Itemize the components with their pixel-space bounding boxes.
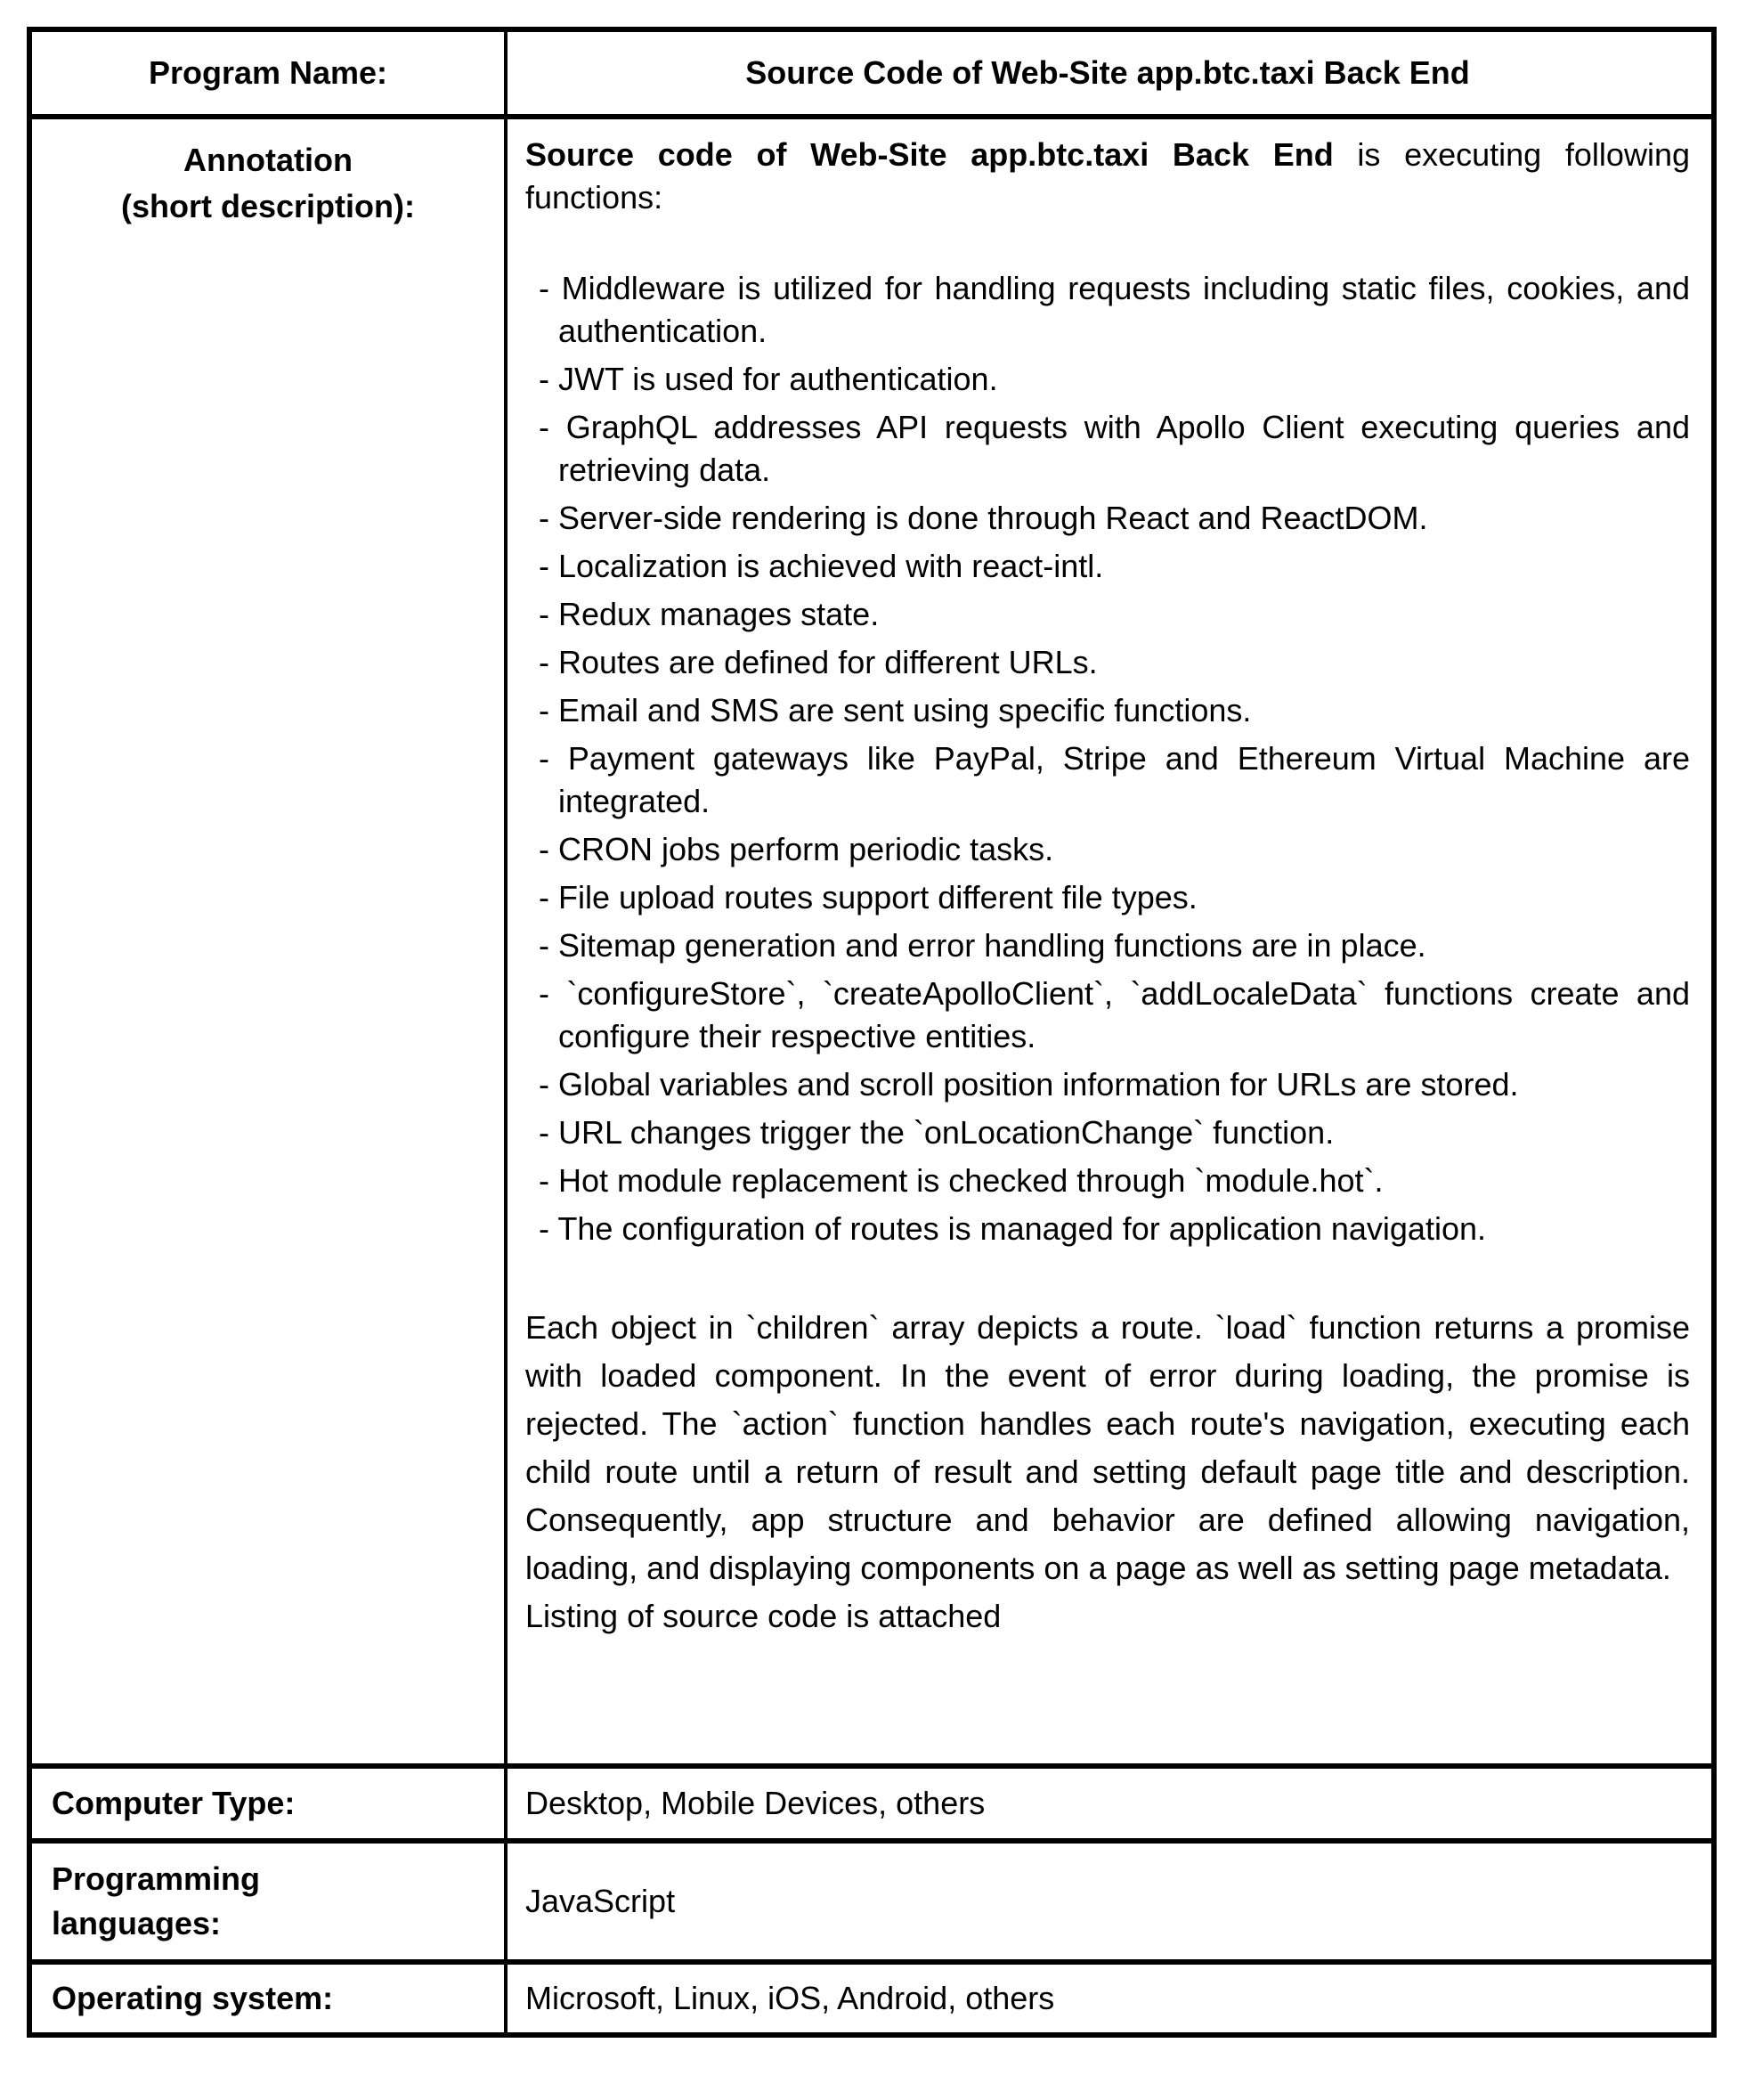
bullet-item: - Hot module replacement is checked through `module.hot`. (539, 1162, 1384, 1199)
programming-languages-label (29, 1841, 506, 1962)
bullet-item: - CRON jobs perform periodic tasks. (539, 831, 1054, 867)
program-name-value: Source Code of Web-Site app.btc.taxi Back End (506, 29, 1714, 117)
bullet-item: - The configuration of routes is managed for application navigation. (539, 1210, 1486, 1247)
bullet-item: - Localization is achieved with react-intl. (539, 548, 1104, 584)
annotation-label-line2: (short description): (121, 188, 415, 224)
bullet-item: - Sitemap generation and error handling functions are in place. (539, 927, 1426, 964)
bullet-item: - `configureStore`, `createApolloClient`, `addLocaleData` functions create and configure their respective entities. (539, 975, 1690, 1054)
row-program-name (29, 29, 1714, 117)
bullet-item: - Redux manages state. (539, 596, 880, 632)
bullet-item: - File upload routes support different file types. (539, 879, 1198, 916)
operating-system-label: Operating system: (29, 1962, 506, 2035)
bullet-item: - Payment gateways like PayPal, Stripe and Ethereum Virtual Machine are integrated. (539, 740, 1690, 819)
annotation-intro-bold: Source code of Web-Site app.btc.taxi Back End (525, 136, 1334, 173)
computer-type-label: Computer Type: (29, 1766, 506, 1841)
programming-languages-value: JavaScript (506, 1841, 1714, 1962)
bullet-item: - Email and SMS are sent using specific functions. (539, 692, 1252, 728)
bullet-item: - Global variables and scroll position information for URLs are stored. (539, 1066, 1519, 1103)
programming-languages-label-line2: languages: (52, 1905, 222, 1941)
row-operating-system (29, 1962, 1714, 2035)
annotation-value (506, 117, 1714, 1766)
programming-languages-label-line1: Programming (52, 1860, 261, 1897)
bullet-item: - JWT is used for authentication. (539, 361, 998, 397)
bullet-item: - GraphQL addresses API requests with Apollo Client executing queries and retrieving data. (539, 409, 1690, 488)
annotation-label (29, 117, 506, 1766)
annotation-paragraph: Each object in `children` array depicts a route. `load` function returns a promise with loaded component. In the event of error during loading, the promise is rejected. The `action` function handles each route's navigation, executing each child route until a return of result and setting default page title and description. Consequently, app structure and behavior are defined allowing navigation, loading, and displaying components on a page as well as setting page metadata. (525, 1309, 1690, 1586)
operating-system-value: Microsoft, Linux, iOS, Android, others (506, 1962, 1714, 2035)
spacer (525, 1256, 1690, 1304)
row-computer-type (29, 1766, 1714, 1841)
annotation-closing: Listing of source code is attached (525, 1598, 1002, 1634)
program-name-label: Program Name: (29, 29, 506, 117)
spacer (525, 219, 1690, 267)
row-programming-languages (29, 1841, 1714, 1962)
annotation-intro-rest: is executing following functions: (525, 136, 1690, 216)
annotation-bullet-list (525, 267, 1690, 1250)
annotation-label-line1: Annotation (183, 142, 353, 178)
row-annotation (29, 117, 1714, 1766)
computer-type-value: Desktop, Mobile Devices, others (506, 1766, 1714, 1841)
bullet-item: - Middleware is utilized for handling requests including static files, cookies, and authentication. (539, 270, 1690, 349)
bullet-item: - Routes are defined for different URLs. (539, 644, 1098, 680)
bullet-item: - URL changes trigger the `onLocationChange` function. (539, 1114, 1335, 1151)
bullet-item: - Server-side rendering is done through React and ReactDOM. (539, 500, 1428, 536)
annotation-intro (525, 134, 1690, 219)
program-info-table (27, 27, 1717, 2038)
